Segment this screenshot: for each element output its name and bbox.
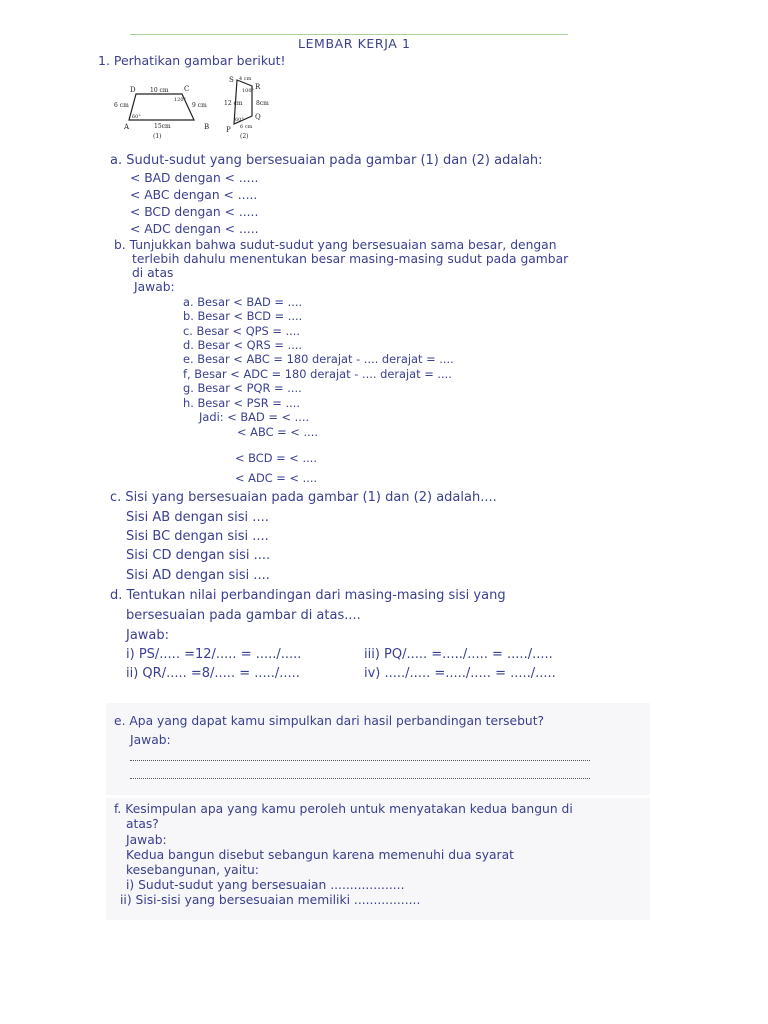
part-b-heading-line: di atas: [132, 266, 174, 280]
part-c-heading: c. Sisi yang bersesuaian pada gambar (1) dan (2) adalah....: [110, 490, 497, 505]
fig2-caption: (2): [240, 133, 249, 140]
part-c-item: Sisi CD dengan sisi ....: [126, 548, 271, 563]
fig1-label-c: C: [184, 85, 190, 93]
part-e-jawab: Jawab:: [130, 733, 171, 747]
fig2-angle-r: 100°: [242, 88, 255, 94]
part-d-ratio-iv: iv) ...../..... =...../..... = ...../.....: [364, 666, 556, 681]
part-a-item: < ABC dengan < .....: [130, 188, 258, 202]
fig2-angle-p: 60°: [235, 117, 244, 123]
fig1-caption: (1): [153, 133, 162, 140]
part-a-item: < ADC dengan < .....: [130, 222, 259, 236]
fig2-label-r: R: [255, 83, 261, 91]
fig1-right-length: 9 cm: [192, 102, 207, 109]
fig1-bottom-length: 15cm: [154, 123, 171, 130]
part-b-item: b. Besar < BCD = ....: [183, 309, 303, 323]
part-f-body-line: Kedua bangun disebut sebangun karena memenuhi dua syarat: [126, 848, 514, 862]
answer-line: [130, 778, 590, 779]
part-d-ratio-ii: ii) QR/..... =8/..... = ...../.....: [126, 666, 300, 681]
part-f-condition-i: i) Sudut-sudut yang bersesuaian ...................: [126, 878, 405, 892]
fig2-top-length: 4 cm: [239, 76, 252, 82]
part-a-item: < BCD dengan < .....: [130, 205, 259, 219]
part-f-heading-line: f. Kesimpulan apa yang kamu peroleh untuk menyatakan kedua bangun di: [114, 802, 573, 816]
part-b-jadi: Jadi: < BAD = < ....: [199, 410, 310, 424]
fig2-left-length: 12 cm: [224, 100, 243, 107]
fig1-angle-c: 120°: [174, 97, 187, 103]
fig1-label-b: B: [204, 123, 210, 131]
part-a-heading: a. Sudut-sudut yang bersesuaian pada gambar (1) dan (2) adalah:: [110, 153, 543, 168]
part-d-ratio-iii: iii) PQ/..... =...../..... = ...../.....: [364, 647, 553, 662]
fig2-label-q: Q: [255, 113, 261, 121]
part-b-jawab: Jawab:: [134, 280, 175, 294]
part-d-jawab: Jawab:: [126, 628, 170, 643]
part-b-item: h. Besar < PSR = ....: [183, 396, 300, 410]
page-title: LEMBAR KERJA 1: [298, 36, 411, 51]
part-d-heading-line: bersesuaian pada gambar di atas....: [126, 608, 361, 623]
fig2-bottom-length: 6 cm: [240, 124, 253, 130]
answer-line: [130, 760, 590, 761]
fig2-right-length: 8cm: [256, 100, 269, 107]
part-c-item: Sisi AB dengan sisi ....: [126, 510, 269, 525]
part-b-item: e. Besar < ABC = 180 derajat - .... derajat = ....: [183, 352, 454, 366]
part-c-item: Sisi AD dengan sisi ....: [126, 568, 270, 583]
part-d-ratio-i: i) PS/..... =12/..... = ...../.....: [126, 647, 302, 662]
quadrilateral-figures: [112, 74, 292, 146]
fig2-label-s: S: [229, 76, 234, 84]
part-b-jadi-item: < ABC = < ....: [237, 425, 318, 439]
fig1-label-a: A: [124, 123, 130, 131]
fig1-label-d: D: [130, 86, 136, 94]
part-b-item: d. Besar < QRS = ....: [183, 338, 303, 352]
part-a-item: < BAD dengan < .....: [130, 171, 259, 185]
part-f-heading-line: atas?: [126, 817, 159, 831]
part-c-item: Sisi BC dengan sisi ....: [126, 529, 269, 544]
part-f-jawab: Jawab:: [126, 833, 167, 847]
fig1-angle-a: 60°: [132, 114, 141, 120]
part-e-heading: e. Apa yang dapat kamu simpulkan dari hasil perbandingan tersebut?: [114, 714, 545, 728]
fig1-top-length: 10 cm: [150, 87, 169, 94]
part-b-item: g. Besar < PQR = ....: [183, 381, 302, 395]
part-f-condition-ii: ii) Sisi-sisi yang bersesuaian memiliki .................: [120, 893, 421, 907]
title-divider: [130, 34, 568, 35]
part-b-jadi-item: < ADC = < ....: [235, 471, 318, 485]
part-f-body-line: kesebangunan, yaitu:: [126, 863, 259, 877]
part-d-heading-line: d. Tentukan nilai perbandingan dari masing-masing sisi yang: [110, 588, 506, 603]
part-b-heading-line: terlebih dahulu menentukan besar masing-masing sudut pada gambar: [132, 252, 569, 266]
question-1: 1. Perhatikan gambar berikut!: [98, 53, 286, 68]
part-b-item: f, Besar < ADC = 180 derajat - .... derajat = ....: [183, 367, 452, 381]
part-b-item: a. Besar < BAD = ....: [183, 295, 303, 309]
fig2-label-p: P: [226, 126, 231, 134]
part-b-jadi-item: < BCD = < ....: [235, 451, 317, 465]
part-b-item: c. Besar < QPS = ....: [183, 324, 301, 338]
fig1-left-length: 6 cm: [114, 102, 129, 109]
part-b-heading-line: b. Tunjukkan bahwa sudut-sudut yang bersesuaian sama besar, dengan: [114, 238, 557, 252]
